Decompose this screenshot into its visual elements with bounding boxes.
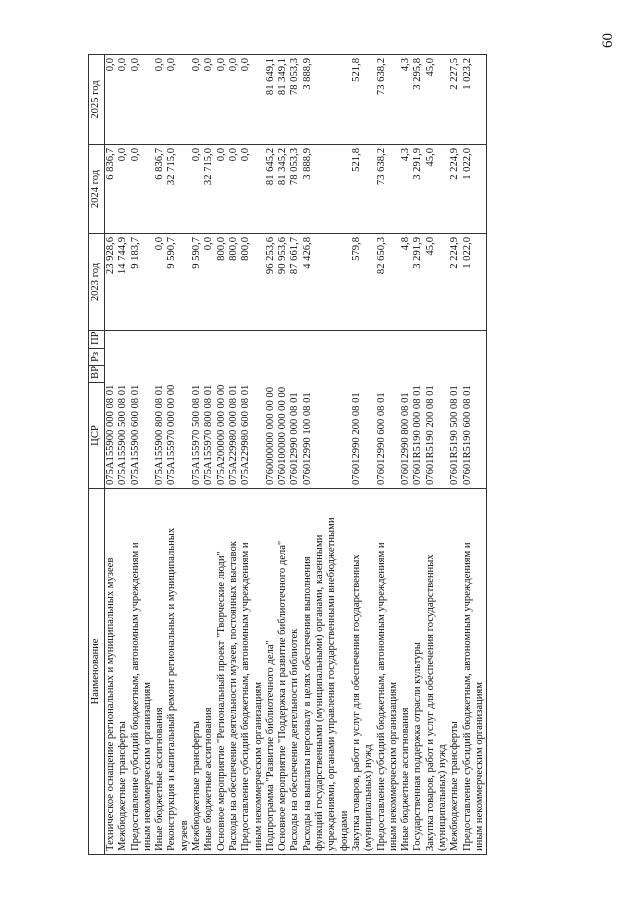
row-code-cell [376, 331, 401, 489]
name-line: Закупка товаров, работ и услуг для обеспечения государственных [350, 554, 362, 851]
header-csr: ЦСР [89, 383, 105, 489]
value-line: 0,0 [166, 58, 178, 72]
name-line: Предоставление субсидий бюджетным, автономным учреждениям и [240, 542, 252, 851]
value-line: 0,0 [227, 148, 239, 162]
code-line: 07601R5190 000 08 01 [412, 385, 424, 485]
row-value-y2025 [351, 55, 376, 145]
code-line [326, 334, 338, 485]
row-name-cell [449, 489, 486, 855]
value-line: 81 649,1 [264, 58, 276, 96]
code-line [253, 334, 265, 485]
name-line: Основное мероприятие "Региональный проект "Творческие люди" [215, 551, 227, 851]
value-line: 3 888,9 [301, 148, 313, 180]
name-line: Иные бюджетные ассигнования [203, 707, 215, 851]
value-line [474, 237, 486, 327]
row-value-y2023 [400, 234, 449, 331]
row-name-cell [105, 489, 155, 855]
code-line [388, 334, 400, 485]
row-value-y2024 [191, 145, 265, 234]
value-line: 0,0 [215, 58, 227, 72]
value-line [388, 58, 400, 141]
code-line: 076012990 600 08 01 [375, 392, 387, 485]
value-line: 800,0 [227, 237, 239, 261]
row-value-y2024 [351, 145, 376, 234]
value-line [437, 237, 449, 327]
page-number: 60 [600, 33, 616, 48]
name-line: Техническое оснащение региональных и муниципальных музеев [105, 557, 116, 851]
name-line: иным некоммерческим организациям [387, 682, 399, 851]
value-line: 78 053,3 [289, 148, 301, 186]
row-value-y2024 [400, 145, 449, 234]
code-line [314, 334, 326, 485]
value-line: 0,0 [117, 148, 129, 162]
table-row [376, 55, 401, 855]
row-code-cell [449, 331, 486, 489]
value-line: 9 590,7 [166, 237, 178, 269]
value-line [474, 58, 486, 141]
header-2024: 2024 год [89, 145, 105, 234]
value-line [253, 148, 265, 230]
name-line: Иные бюджетные ассигнования [154, 707, 166, 851]
row-name-cell [400, 489, 449, 855]
name-line: функций государственными (муниципальными) органами, казенными [314, 534, 326, 851]
value-line [326, 58, 338, 141]
code-line: 075А155970 000 00 00 [166, 384, 178, 485]
value-line: 3 888,9 [301, 58, 313, 90]
value-line: 81 345,2 [277, 148, 289, 186]
value-line: 0,0 [129, 148, 141, 162]
name-line: Закупка товаров, работ и услуг для обеспечения государственных [424, 554, 436, 851]
value-line [326, 148, 338, 230]
value-line [437, 58, 449, 141]
value-line: 73 638,2 [375, 148, 387, 186]
code-line: 07601R5190 500 08 01 [449, 385, 461, 485]
row-code-cell [154, 331, 191, 489]
code-line: 076012990 000 08 01 [289, 392, 301, 485]
value-line [388, 148, 400, 230]
name-line: Расходы на обеспечение деятельности библиотек [289, 628, 301, 851]
row-value-y2023 [376, 234, 401, 331]
value-line: 3 295,8 [412, 58, 424, 90]
code-line [363, 334, 375, 485]
value-line: 0,0 [227, 58, 239, 72]
row-value-y2023 [351, 234, 376, 331]
code-line: 076012990 100 08 01 [301, 392, 313, 485]
row-code-cell [265, 331, 351, 489]
value-line: 82 650,3 [375, 237, 387, 275]
row-value-y2024 [376, 145, 401, 234]
code-line: 07601R5190 200 08 01 [424, 385, 436, 485]
code-line [142, 334, 154, 485]
row-code-cell [400, 331, 449, 489]
value-line: 4,3 [400, 148, 412, 162]
code-line: 076012990 800 08 01 [400, 392, 412, 485]
row-value-y2025 [191, 55, 265, 145]
value-line: 90 953,6 [277, 237, 289, 275]
value-line: 2 224,9 [449, 237, 461, 269]
code-line [339, 334, 351, 485]
value-line: 6 836,7 [154, 148, 166, 180]
code-line: 076012990 200 08 01 [350, 392, 362, 485]
code-line: 075А155900 600 08 01 [129, 384, 141, 485]
value-line [179, 58, 191, 141]
value-line [314, 237, 326, 327]
value-line [253, 58, 265, 141]
value-line: 0,0 [203, 237, 215, 251]
value-line: 521,8 [350, 148, 362, 172]
code-line [179, 334, 191, 485]
value-line: 0,0 [240, 58, 252, 72]
code-line: 075А155900 500 08 01 [117, 384, 129, 485]
value-line: 3 291,9 [412, 148, 424, 180]
value-line: 4 426,8 [301, 237, 313, 269]
value-line: 3 291,9 [412, 237, 424, 269]
value-line: 800,0 [215, 237, 227, 261]
value-line: 0,0 [203, 58, 215, 72]
name-line: Межбюджетные трансферты [449, 721, 461, 851]
table-row [265, 55, 351, 855]
value-line: 45,0 [424, 148, 436, 167]
value-line: 23 928,6 [105, 237, 116, 275]
code-line: 075А229980 600 08 01 [240, 384, 252, 485]
table-row [400, 55, 449, 855]
row-value-y2025 [449, 55, 486, 145]
value-line: 0,0 [117, 58, 129, 72]
value-line: 32 715,0 [203, 148, 215, 186]
code-line: 075А200000 000 00 00 [215, 384, 227, 485]
row-name-cell [351, 489, 376, 855]
value-line [388, 237, 400, 327]
table-row [351, 55, 376, 855]
header-pr: ПР [89, 331, 105, 349]
code-line: 075А229980 000 08 01 [227, 384, 239, 485]
value-line [142, 148, 154, 230]
value-line [363, 148, 375, 230]
row-name-cell [191, 489, 265, 855]
row-code-cell [105, 331, 155, 489]
value-line [363, 237, 375, 327]
name-line: Предоставление субсидий бюджетным, автономным учреждениям и [129, 542, 141, 851]
value-line: 521,8 [350, 58, 362, 82]
header-vr: ВР [89, 366, 105, 383]
value-line: 0,0 [191, 148, 203, 162]
row-value-y2023 [449, 234, 486, 331]
value-line: 2 227,5 [449, 58, 461, 90]
header-2023: 2023 год [89, 234, 105, 331]
value-line: 81 645,2 [264, 148, 276, 186]
value-line [314, 58, 326, 141]
name-line: Основное мероприятие "Поддержка и развитие библиотечного дела" [277, 540, 289, 851]
name-line: учреждениями, органами управления государственными внебюджетными [326, 517, 338, 851]
row-value-y2024 [154, 145, 191, 234]
value-line: 1 023,2 [461, 58, 473, 90]
value-line: 81 349,1 [277, 58, 289, 96]
name-line: иным некоммерческим организациям [141, 682, 153, 851]
name-line: фондами [338, 810, 350, 851]
value-line: 1 022,0 [461, 237, 473, 269]
value-line [363, 58, 375, 141]
code-line: 075А155970 500 08 01 [191, 384, 203, 485]
value-line [339, 148, 351, 230]
code-line: 0760100000 000 00 00 [277, 387, 289, 485]
value-line: 0,0 [154, 58, 166, 72]
name-line: (муниципальных) нужд [437, 744, 449, 851]
name-line: Расходы на обеспечение деятельности музеев, постоянных выставок [227, 541, 239, 851]
value-line: 800,0 [240, 237, 252, 261]
code-line: 075А155970 800 08 01 [203, 384, 215, 485]
value-line: 2 224,9 [449, 148, 461, 180]
value-line: 9 590,7 [191, 237, 203, 269]
value-line: 73 638,2 [375, 58, 387, 96]
value-line: 9 183,7 [129, 237, 141, 269]
name-line: Реконструкция и капитальный ремонт региональных и муниципальных [166, 527, 178, 851]
row-value-y2023 [105, 234, 155, 331]
name-line: (муниципальных) нужд [363, 744, 375, 851]
row-name-cell [154, 489, 191, 855]
name-line: иным некоммерческим организациям [473, 682, 485, 851]
row-value-y2023 [191, 234, 265, 331]
value-line [474, 148, 486, 230]
row-code-cell [191, 331, 265, 489]
table-row [191, 55, 265, 855]
code-line: 075А155900 000 08 01 [105, 384, 116, 485]
name-line: Предоставление субсидий бюджетным, автономным учреждениям и [461, 542, 473, 851]
table-row [105, 55, 155, 855]
value-line: 0,0 [215, 148, 227, 162]
table-row [449, 55, 486, 855]
value-line [179, 148, 191, 230]
name-line: Расходы на выплаты персоналу в целях обеспечения выполнения [301, 556, 313, 851]
table-header-row [89, 55, 105, 855]
row-code-cell [351, 331, 376, 489]
header-2025: 2025 год [89, 55, 105, 145]
row-value-y2024 [449, 145, 486, 234]
code-line: 0760000000 000 00 00 [264, 387, 276, 485]
value-line: 0,0 [240, 148, 252, 162]
row-value-y2025 [105, 55, 155, 145]
row-value-y2023 [154, 234, 191, 331]
row-value-y2025 [154, 55, 191, 145]
value-line: 96 253,6 [264, 237, 276, 275]
value-line: 87 661,7 [289, 237, 301, 275]
code-line: 07601R5190 600 08 01 [461, 385, 473, 485]
value-line: 0,0 [154, 237, 166, 251]
value-line: 6 836,7 [105, 148, 116, 180]
value-line: 579,8 [350, 237, 362, 261]
header-name: Наименование [89, 489, 105, 855]
table-row [154, 55, 191, 855]
name-line: Межбюджетные трансферты [191, 721, 203, 851]
name-line: Межбюджетные трансферты [117, 721, 129, 851]
code-line [437, 334, 449, 485]
value-line: 14 744,9 [117, 237, 129, 275]
row-name-cell [265, 489, 351, 855]
value-line: 4,3 [400, 58, 412, 72]
value-line [179, 237, 191, 327]
value-line [326, 237, 338, 327]
code-line: 075А155900 800 08 01 [154, 384, 166, 485]
value-line: 0,0 [129, 58, 141, 72]
name-line: иным некоммерческим организациям [252, 682, 264, 851]
value-line: 45,0 [424, 58, 436, 77]
name-line: Иные бюджетные ассигнования [400, 707, 412, 851]
row-value-y2025 [376, 55, 401, 145]
value-line: 0,0 [191, 58, 203, 72]
value-line [142, 58, 154, 141]
value-line: 78 053,3 [289, 58, 301, 96]
table-body [105, 55, 487, 855]
value-line [314, 148, 326, 230]
name-line: Государственная поддержка отрасли культуры [412, 642, 424, 851]
value-line: 4,8 [400, 237, 412, 251]
row-value-y2023 [265, 234, 351, 331]
row-value-y2024 [105, 145, 155, 234]
budget-table [88, 54, 487, 855]
rotated-table-container [88, 55, 618, 855]
value-line [339, 237, 351, 327]
value-line: 32 715,0 [166, 148, 178, 186]
name-line: Подпрограмма "Развитие библиотечного дела" [264, 640, 276, 851]
row-value-y2025 [400, 55, 449, 145]
name-line: Предоставление субсидий бюджетным, автономным учреждениям и [375, 542, 387, 851]
header-rz: Рз [89, 349, 105, 366]
value-line [339, 58, 351, 141]
value-line [253, 237, 265, 327]
value-line: 1 022,0 [461, 148, 473, 180]
value-line [437, 148, 449, 230]
row-value-y2024 [265, 145, 351, 234]
value-line: 45,0 [424, 237, 436, 256]
value-line: 0,0 [105, 58, 116, 72]
row-value-y2025 [265, 55, 351, 145]
name-line: музеев [178, 820, 190, 851]
value-line [142, 237, 154, 327]
code-line [474, 334, 486, 485]
row-name-cell [376, 489, 401, 855]
